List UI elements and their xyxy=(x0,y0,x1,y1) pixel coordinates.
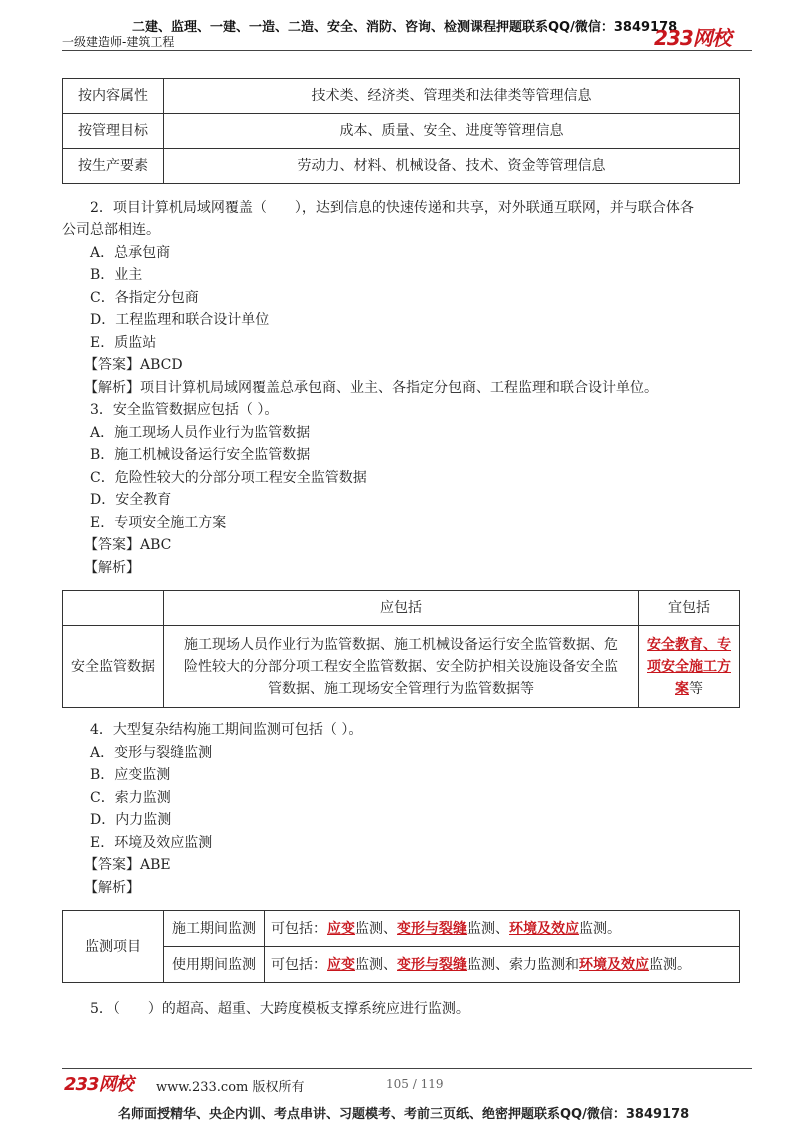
table-row xyxy=(63,947,740,983)
table-cell-period: 使用期间监测 xyxy=(164,947,265,983)
footer-contact-text: 名师面授精华、央企内训、考点串讲、习题模考、考前三页纸、绝密押题联系QQ/微信：3849178 xyxy=(118,1107,690,1122)
page-number: 105 / 119 xyxy=(386,1077,444,1091)
option-e: E．质监站 xyxy=(90,335,157,351)
answer: 【答案】ABC xyxy=(84,537,172,553)
option-b: B．业主 xyxy=(90,267,143,283)
highlight-text: 安全教育、专 xyxy=(647,636,731,653)
monitoring-table xyxy=(62,910,740,983)
cell-text: 等 xyxy=(689,680,703,697)
question-5-stem: 5．（ ）的超高、超重、大跨度模板支撑系统应进行监测。 xyxy=(90,1001,470,1017)
option-c: C．各指定分包商 xyxy=(90,290,199,306)
header-divider xyxy=(62,50,752,51)
question-4-stem: 4．大型复杂结构施工期间监测可包括（ ）。 xyxy=(90,722,363,738)
table-row xyxy=(63,591,740,626)
cell-text: 监测、 xyxy=(355,920,397,937)
option-e: E．专项安全施工方案 xyxy=(90,515,227,531)
table-cell: 按生产要素 xyxy=(63,149,164,184)
table-cell-period: 施工期间监测 xyxy=(164,911,265,947)
highlight-text: 环境及效应 xyxy=(579,956,649,973)
header-logo: 233网校 xyxy=(654,26,731,50)
option-c: C．危险性较大的分部分项工程安全监管数据 xyxy=(90,470,367,486)
option-b: B．施工机械设备运行安全监管数据 xyxy=(90,447,311,463)
footer-site[interactable]: www.233.com 版权所有 xyxy=(156,1080,305,1095)
table-cell: 技术类、经济类、管理类和法律类等管理信息 xyxy=(164,79,740,114)
highlight-text: 应变 xyxy=(327,956,355,973)
footer-divider xyxy=(62,1068,752,1069)
table-row xyxy=(63,114,740,149)
table-row-label: 安全监管数据 xyxy=(63,626,164,708)
footer-logo: 233网校 xyxy=(64,1074,133,1095)
table-cell-content xyxy=(265,911,740,947)
highlight-text: 变形与裂缝 xyxy=(397,956,467,973)
info-classification-table xyxy=(62,78,740,184)
highlight-text: 项安全施工方 xyxy=(647,658,731,675)
cell-line: 施工现场人员作业行为监管数据、施工机械设备运行安全监管数据、危 xyxy=(184,636,618,653)
header-subtitle: 一级建造师-建筑工程 xyxy=(62,35,175,49)
table-cell-content xyxy=(265,947,740,983)
table-cell-advised xyxy=(639,626,740,708)
option-e: E．环境及效应监测 xyxy=(90,835,213,851)
safety-data-table xyxy=(62,590,740,708)
cell-text: 监测。 xyxy=(579,920,621,937)
cell-line: 险性较大的分部分项工程安全监管数据、安全防护相关设施设备安全监 xyxy=(184,658,618,675)
answer: 【答案】ABCD xyxy=(84,357,183,373)
option-c: C．索力监测 xyxy=(90,790,171,806)
answer: 【答案】ABE xyxy=(84,857,171,873)
table-row xyxy=(63,911,740,947)
cell-text: 监测。 xyxy=(649,956,691,973)
cell-text: 监测、 xyxy=(355,956,397,973)
table-header-advised: 宜包括 xyxy=(639,591,740,626)
question-2-stem-cont: 公司总部相连。 xyxy=(62,222,160,238)
option-a: A．变形与裂缝监测 xyxy=(90,745,213,761)
analysis: 【解析】项目计算机局域网覆盖总承包商、业主、各指定分包商、工程监理和联合设计单位。 xyxy=(84,380,658,396)
option-a: A．施工现场人员作业行为监管数据 xyxy=(90,425,311,441)
table-cell: 按管理目标 xyxy=(63,114,164,149)
table-row xyxy=(63,149,740,184)
table-cell: 劳动力、材料、机械设备、技术、资金等管理信息 xyxy=(164,149,740,184)
cell-line: 管数据、施工现场安全管理行为监管数据等 xyxy=(268,680,534,697)
highlight-text: 变形与裂缝 xyxy=(397,920,467,937)
table-row xyxy=(63,79,740,114)
cell-text: 监测、索力监测和 xyxy=(467,956,579,973)
highlight-text: 环境及效应 xyxy=(509,920,579,937)
table-header-should: 应包括 xyxy=(164,591,639,626)
highlight-text: 案 xyxy=(675,680,689,697)
question-3-stem: 3．安全监管数据应包括（ ）。 xyxy=(90,402,279,418)
table-group-label: 监测项目 xyxy=(63,911,164,983)
header-contact-text: 二建、监理、一建、一造、二造、安全、消防、咨询、检测课程押题联系QQ/微信：3849178 xyxy=(132,20,678,35)
option-d: D．内力监测 xyxy=(90,812,172,828)
table-cell: 成本、质量、安全、进度等管理信息 xyxy=(164,114,740,149)
table-cell-should xyxy=(164,626,639,708)
cell-text: 可包括： xyxy=(271,956,327,973)
cell-text: 监测、 xyxy=(467,920,509,937)
cell-line xyxy=(645,678,733,700)
table-cell: 按内容属性 xyxy=(63,79,164,114)
question-2-stem: 2．项目计算机局域网覆盖（ ），达到信息的快速传递和共享，对外联通互联网，并与联合体各 xyxy=(90,200,694,216)
cell-text: 可包括： xyxy=(271,920,327,937)
option-a: A．总承包商 xyxy=(90,245,171,261)
option-b: B．应变监测 xyxy=(90,767,171,783)
table-cell xyxy=(63,591,164,626)
table-row xyxy=(63,626,740,708)
option-d: D．工程监理和联合设计单位 xyxy=(90,312,270,328)
option-d: D．安全教育 xyxy=(90,492,172,508)
highlight-text: 应变 xyxy=(327,920,355,937)
analysis: 【解析】 xyxy=(84,880,140,896)
analysis: 【解析】 xyxy=(84,560,140,576)
